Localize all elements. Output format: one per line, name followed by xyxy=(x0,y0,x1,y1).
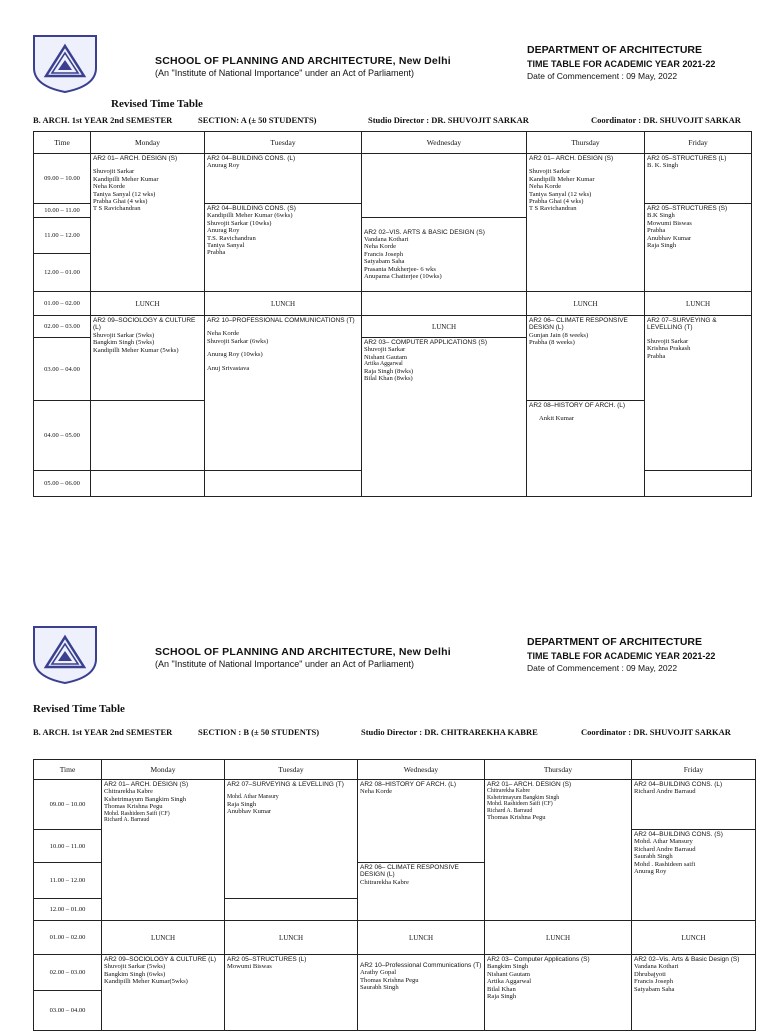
lunch-cell: LUNCH xyxy=(362,316,527,338)
time-slot: 04.00 – 05.00 xyxy=(34,401,91,471)
lunch-cell: LUNCH xyxy=(91,292,205,316)
timetable-grid xyxy=(33,131,752,497)
timetable-title: TIME TABLE FOR ACADEMIC YEAR 2021-22 xyxy=(527,59,716,69)
class-cell: AR2 04–BUILDING CONS. (S) Mohd. Athar Mansury Richard Andre Barraud Saurabh Singh Mohd . Rashideen saifi Anurag Roy xyxy=(632,830,756,921)
lunch-cell: LUNCH xyxy=(358,921,485,955)
class-cell: AR2 10–Professional Communications (T) Arathy Gopal Thomas Krishna Pegu Saurabh Singh xyxy=(358,955,485,1031)
col-wednesday: Wednesday xyxy=(358,760,485,780)
col-time: Time xyxy=(34,760,102,780)
class-cell: AR2 03– COMPUTER APPLICATIONS (S) Shuvojit Sarkar Nishant Gautam Artika Aggarwal Raja Singh (8wks) Bilal Khan (8wks) xyxy=(362,338,527,497)
class-cell: AR2 02–Vis. Arts & Basic Design (S) Vandana Kothari Dhrubajyoti Francis Joseph Satyabam Saha xyxy=(632,955,756,1031)
revised-title: Revised Time Table xyxy=(33,703,125,715)
time-slot: 11.00 – 12.00 xyxy=(34,218,91,254)
time-slot: 02.00 – 03.00 xyxy=(34,955,102,991)
col-thursday: Thursday xyxy=(485,760,632,780)
col-monday: Monday xyxy=(91,132,205,154)
col-wednesday: Wednesday xyxy=(362,132,527,154)
class-cell: AR2 04–BUILDING CONS. (L) Anurag Roy xyxy=(205,154,362,204)
col-tuesday: Tuesday xyxy=(205,132,362,154)
time-slot: 09.00 – 10.00 xyxy=(34,780,102,830)
class-cell: AR2 05–STRUCTURES (L) Mowumi Biswas xyxy=(225,955,358,1031)
col-friday: Friday xyxy=(645,132,752,154)
class-cell: AR2 09–SOCIOLOGY & CULTURE (L) Shuvojit Sarkar (5wks) Bangkim Singh (6wks) Kandipilli Meher Kumar(5wks) xyxy=(102,955,225,1031)
time-slot: 03.00 – 04.00 xyxy=(34,338,91,401)
col-monday: Monday xyxy=(102,760,225,780)
time-slot: 10.00 – 11.00 xyxy=(34,204,91,218)
lunch-cell: LUNCH xyxy=(102,921,225,955)
class-cell: AR2 04–BUILDING CONS. (L) Richard Andre Barraud xyxy=(632,780,756,830)
class-cell: AR2 05–STRUCTURES (L) B. K. Singh xyxy=(645,154,752,204)
col-time: Time xyxy=(34,132,91,154)
coordinator: Coordinator : DR. SHUVOJIT SARKAR xyxy=(581,727,731,737)
class-cell: AR2 07–SURVEYING & LEVELLING (T) Shuvojit Sarkar Krishna Prakash Prabha xyxy=(645,316,752,471)
class-cell: AR2 06– CLIMATE RESPONSIVE DESIGN (L) Chitrarekha Kabre xyxy=(358,863,485,921)
coordinator: Coordinator : DR. SHUVOJIT SARKAR xyxy=(591,115,741,125)
lunch-cell: LUNCH xyxy=(485,921,632,955)
class-cell: AR2 07–SURVEYING & LEVELLING (T) Mohd. Athar Mansury Raja Singh Anubhav Kumar xyxy=(225,780,358,899)
time-slot: 01.00 – 02.00 xyxy=(34,921,102,955)
course-info: B. ARCH. 1st YEAR 2nd SEMESTER xyxy=(33,727,173,737)
col-tuesday: Tuesday xyxy=(225,760,358,780)
lunch-cell: LUNCH xyxy=(527,292,645,316)
lunch-cell: LUNCH xyxy=(632,921,756,955)
time-slot: 03.00 – 04.00 xyxy=(34,991,102,1031)
class-cell: AR2 03– Computer Applications (S) Bangkim Singh Nishant Gautam Artika Aggarwal Bilal Khan Raja Singh xyxy=(485,955,632,1031)
class-cell: AR2 01– ARCH. DESIGN (S) Chitrarekha Kabre Kshetrimayum Bangkim Singh Thomas Krishna Pegu Mohd. Rashideen Saifi (CF) Richard A. Barraud xyxy=(102,780,225,921)
class-cell: AR2 02–VIS. ARTS & BASIC DESIGN (S) Vandana Kothari Neha Korde Francis Joseph Satyabam Saha Prasanta Mukherjee- 6 wks Anupama Chatterjee (10wks) xyxy=(362,218,527,292)
time-slot: 11.00 – 12.00 xyxy=(34,863,102,899)
class-cell: AR2 06– CLIMATE RESPONSIVE DESIGN (L) Gunjan Jain (8 weeks) Prabha (8 weeks) xyxy=(527,316,645,401)
institute-name: SCHOOL OF PLANNING AND ARCHITECTURE, New Delhi xyxy=(155,646,451,658)
class-cell: AR2 08–HISTORY OF ARCH. (L) Ankit Kumar xyxy=(527,401,645,497)
class-cell: AR2 10–PROFESSIONAL COMMUNICATIONS (T) Neha Korde Shuvojit Sarkar (6wks) Anurag Roy (10wks) Anuj Srivastava xyxy=(205,316,362,471)
section-info: SECTION: A (± 50 STUDENTS) xyxy=(198,115,317,125)
time-slot: 10.00 – 11.00 xyxy=(34,830,102,863)
studio-director: Studio Director : DR. CHITRAREKHA KABRE xyxy=(361,727,538,737)
col-thursday: Thursday xyxy=(527,132,645,154)
col-friday: Friday xyxy=(632,760,756,780)
class-cell: AR2 01– ARCH. DESIGN (S) Shuvojit Sarkar Kandipilli Meher Kumar Neha Korde Taniya Sanyal (12 wks) Prabha Ghai (4 wks) T S Ravichandran xyxy=(91,154,205,292)
lunch-cell: LUNCH xyxy=(205,292,362,316)
department-name: DEPARTMENT OF ARCHITECTURE xyxy=(527,44,702,56)
timetable-grid xyxy=(33,759,756,1031)
revised-title: Revised Time Table xyxy=(111,98,203,110)
institute-subtitle: (An "Institute of National Importance" under an Act of Parliament) xyxy=(155,68,415,78)
class-cell: AR2 05–STRUCTURES (S) B.K Singh Mowumi Biswas Prabha Anubhav Kumar Raja Singh xyxy=(645,204,752,292)
time-slot: 05.00 – 06.00 xyxy=(34,471,91,497)
time-slot: 09.00 – 10.00 xyxy=(34,154,91,204)
time-slot: 12.00 – 01.00 xyxy=(34,254,91,292)
timetable-title: TIME TABLE FOR ACADEMIC YEAR 2021-22 xyxy=(527,651,716,661)
class-cell: AR2 04–BUILDING CONS. (S) Kandipilli Meher Kumar (6wks) Shuvojit Sarkar (10wks) Anurag Roy T.S. Ravichandran Taniya Sanyal Prabha xyxy=(205,204,362,292)
section-info: SECTION : B (± 50 STUDENTS) xyxy=(198,727,320,737)
commencement-date: Date of Commencement : 09 May, 2022 xyxy=(527,663,678,673)
course-info: B. ARCH. 1st YEAR 2nd SEMESTER xyxy=(33,115,173,125)
institute-subtitle: (An "Institute of National Importance" under an Act of Parliament) xyxy=(155,659,415,669)
commencement-date: Date of Commencement : 09 May, 2022 xyxy=(527,71,678,81)
class-cell: AR2 01– ARCH. DESIGN (S) Shuvojit Sarkar Kandipilli Meher Kumar Neha Korde Taniya Sanyal (12 wks) Prabha Ghai (4 wks) T S Ravichandran xyxy=(527,154,645,292)
time-slot: 02.00 – 03.00 xyxy=(34,316,91,338)
spa-logo-icon xyxy=(30,623,100,685)
class-cell: AR2 09–SOCIOLOGY & CULTURE (L) Shuvojit Sarkar (5wks) Bangkim Singh (5wks) Kandipilli Meher Kumar (5wks) xyxy=(91,316,205,401)
spa-logo-icon xyxy=(30,32,100,94)
class-cell: AR2 08–HISTORY OF ARCH. (L) Neha Korde xyxy=(358,780,485,863)
time-slot: 01.00 – 02.00 xyxy=(34,292,91,316)
class-cell: AR2 01– ARCH. DESIGN (S) Chitrarekha Kabre Kshetrimayum Bangkim Singh Mohd. Rashideen Saifi (CF) Richard A. Barraud Thomas Krishna Pegu xyxy=(485,780,632,921)
department-name: DEPARTMENT OF ARCHITECTURE xyxy=(527,636,702,648)
studio-director: Studio Director : DR. SHUVOJIT SARKAR xyxy=(368,115,529,125)
lunch-cell: LUNCH xyxy=(225,921,358,955)
institute-name: SCHOOL OF PLANNING AND ARCHITECTURE, New Delhi xyxy=(155,55,451,67)
lunch-cell: LUNCH xyxy=(645,292,752,316)
time-slot: 12.00 – 01.00 xyxy=(34,899,102,921)
